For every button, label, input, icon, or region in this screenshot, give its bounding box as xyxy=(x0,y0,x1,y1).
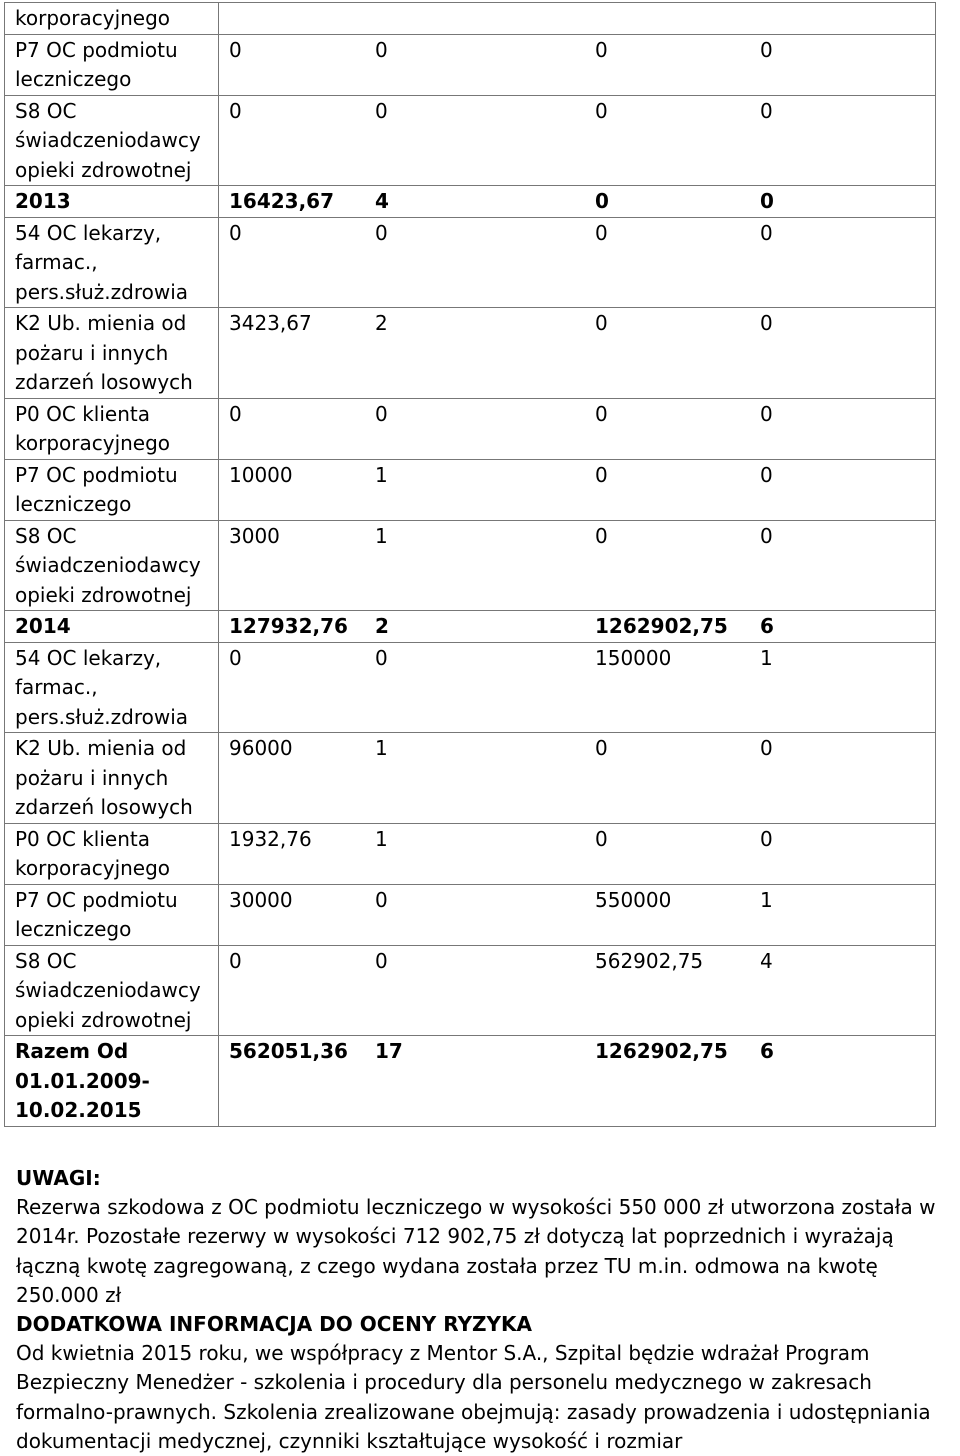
value-2: 0 xyxy=(375,37,388,62)
value-3: 0 xyxy=(595,826,608,851)
uwagi-text: Rezerwa szkodowa z OC podmiotu leczniczego w wysokości 550 000 zł utworzona została w 2014r. Pozostałe rezerwy w wysokości 712 902,75 zł dotyczą lat poprzednich i wyrażają łączną kwotę zagregowaną, z czego wydana została przez TU m.in. odmowa na kwotę 250.000 zł xyxy=(16,1195,936,1307)
row-label: 54 OC lekarzy, farmac., pers.służ.zdrowia xyxy=(5,217,219,308)
value-3: 0 xyxy=(595,189,609,213)
value-1: 0 xyxy=(229,948,242,973)
row-label: 54 OC lekarzy, farmac., pers.służ.zdrowia xyxy=(5,642,219,733)
row-values xyxy=(219,217,936,308)
row-values xyxy=(219,186,936,218)
row-values xyxy=(219,398,936,459)
value-2: 0 xyxy=(375,887,388,912)
value-2: 1 xyxy=(375,826,388,851)
value-1: 0 xyxy=(229,37,242,62)
value-1: 0 xyxy=(229,220,242,245)
value-1: 1932,76 xyxy=(229,826,312,851)
value-3: 0 xyxy=(595,736,608,760)
value-2: 17 xyxy=(375,1039,403,1063)
row-label: 2013 xyxy=(5,186,219,218)
value-4: 1 xyxy=(760,887,773,912)
row-label: P7 OC podmiotu leczniczego xyxy=(5,459,219,520)
value-1: 127932,76 xyxy=(229,614,348,638)
values-group xyxy=(229,400,935,430)
row-values xyxy=(219,95,936,186)
value-1: 3000 xyxy=(229,523,280,548)
value-1: 10000 xyxy=(229,462,293,487)
table-row xyxy=(5,308,936,399)
value-4: 0 xyxy=(760,736,773,760)
value-4: 0 xyxy=(760,98,773,123)
table-row xyxy=(5,95,936,186)
value-2: 1 xyxy=(375,736,388,760)
value-3: 0 xyxy=(595,37,608,62)
value-3: 0 xyxy=(595,98,608,123)
value-4: 0 xyxy=(760,220,773,245)
value-4: 0 xyxy=(760,523,773,548)
value-1: 3423,67 xyxy=(229,311,312,335)
row-values xyxy=(219,611,936,643)
row-label: P7 OC podmiotu leczniczego xyxy=(5,884,219,945)
value-4: 0 xyxy=(760,826,773,851)
notes-section xyxy=(16,1164,960,1456)
value-4: 4 xyxy=(760,948,773,973)
table-row xyxy=(5,217,936,308)
value-3: 0 xyxy=(595,311,608,335)
row-label: S8 OC świadczeniodawcy opieki zdrowotnej xyxy=(5,95,219,186)
table-row xyxy=(5,611,936,643)
value-1: 96000 xyxy=(229,736,293,760)
values-group xyxy=(229,734,935,764)
values-group xyxy=(229,219,935,249)
values-group xyxy=(229,644,935,674)
values-group xyxy=(229,97,935,127)
value-3: 1262902,75 xyxy=(595,614,728,638)
value-1: 30000 xyxy=(229,887,293,912)
value-2: 2 xyxy=(375,311,388,335)
table-row xyxy=(5,823,936,884)
value-3: 0 xyxy=(595,401,608,426)
table-row xyxy=(5,945,936,1036)
row-label: P0 OC klienta korporacyjnego xyxy=(5,823,219,884)
value-1: 0 xyxy=(229,98,242,123)
value-1: 562051,36 xyxy=(229,1039,348,1063)
row-label: K2 Ub. mienia od pożaru i innych zdarzeń losowych xyxy=(5,733,219,824)
row-values xyxy=(219,520,936,611)
value-4: 0 xyxy=(760,189,774,213)
value-4: 0 xyxy=(760,462,773,487)
value-2: 1 xyxy=(375,462,388,487)
value-2: 2 xyxy=(375,614,389,638)
values-group xyxy=(229,187,935,217)
table-row xyxy=(5,520,936,611)
row-label: P7 OC podmiotu leczniczego xyxy=(5,34,219,95)
row-values xyxy=(219,459,936,520)
value-3: 0 xyxy=(595,462,608,487)
table-row xyxy=(5,186,936,218)
value-3: 0 xyxy=(595,220,608,245)
value-1: 0 xyxy=(229,645,242,670)
row-values xyxy=(219,3,936,35)
value-2: 0 xyxy=(375,401,388,426)
value-2: 0 xyxy=(375,645,388,670)
value-4: 1 xyxy=(760,645,773,670)
values-group xyxy=(229,1037,935,1067)
values-group xyxy=(229,612,935,642)
claims-table xyxy=(4,2,936,1127)
value-2: 0 xyxy=(375,948,388,973)
row-label: S8 OC świadczeniodawcy opieki zdrowotnej xyxy=(5,520,219,611)
value-4: 0 xyxy=(760,311,773,335)
value-2: 1 xyxy=(375,523,388,548)
value-4: 6 xyxy=(760,614,774,638)
value-3: 562902,75 xyxy=(595,948,704,973)
value-4: 0 xyxy=(760,401,773,426)
row-values xyxy=(219,733,936,824)
table-row xyxy=(5,733,936,824)
value-1: 0 xyxy=(229,401,242,426)
row-values xyxy=(219,308,936,399)
risk-info-heading: DODATKOWA INFORMACJA DO OCENY RYZYKA xyxy=(16,1312,533,1337)
claims-table-body xyxy=(5,3,936,1127)
risk-info-text: Od kwietnia 2015 roku, we współpracy z Mentor S.A., Szpital będzie wdrażał Program Bezpieczny Menedżer - szkolenia i procedury dla personelu medycznego w zakresach formalno-prawnych. Szkolenia zrealizowane obejmują: zasady prowadzenia i udostępniania dokumentacji medycznej, czynniki kształtujące wysokość i rozmiar xyxy=(16,1341,931,1453)
row-values xyxy=(219,884,936,945)
table-row xyxy=(5,459,936,520)
uwagi-heading: UWAGI: xyxy=(16,1166,101,1190)
value-2: 4 xyxy=(375,189,389,213)
table-row xyxy=(5,34,936,95)
values-group xyxy=(229,825,935,855)
table-row xyxy=(5,1036,936,1127)
values-group xyxy=(229,36,935,66)
row-values xyxy=(219,642,936,733)
row-label: Razem Od 01.01.2009-10.02.2015 xyxy=(5,1036,219,1127)
row-values xyxy=(219,823,936,884)
table-row xyxy=(5,642,936,733)
value-2: 0 xyxy=(375,98,388,123)
row-label: 2014 xyxy=(5,611,219,643)
values-group xyxy=(229,522,935,552)
value-2: 0 xyxy=(375,220,388,245)
value-3: 550000 xyxy=(595,887,672,912)
row-label: S8 OC świadczeniodawcy opieki zdrowotnej xyxy=(5,945,219,1036)
row-label: K2 Ub. mienia od pożaru i innych zdarzeń losowych xyxy=(5,308,219,399)
table-row xyxy=(5,884,936,945)
values-group xyxy=(229,947,935,977)
row-values xyxy=(219,945,936,1036)
row-label: P0 OC klienta korporacyjnego xyxy=(5,398,219,459)
value-3: 1262902,75 xyxy=(595,1039,728,1063)
values-group xyxy=(229,309,935,339)
row-label: korporacyjnego xyxy=(5,3,219,35)
value-4: 0 xyxy=(760,37,773,62)
value-3: 0 xyxy=(595,523,608,548)
value-4: 6 xyxy=(760,1039,774,1063)
value-3: 150000 xyxy=(595,645,672,670)
table-row xyxy=(5,3,936,35)
values-group xyxy=(229,886,935,916)
value-1: 16423,67 xyxy=(229,189,335,213)
table-row xyxy=(5,398,936,459)
row-values xyxy=(219,1036,936,1127)
values-group xyxy=(229,461,935,491)
row-values xyxy=(219,34,936,95)
